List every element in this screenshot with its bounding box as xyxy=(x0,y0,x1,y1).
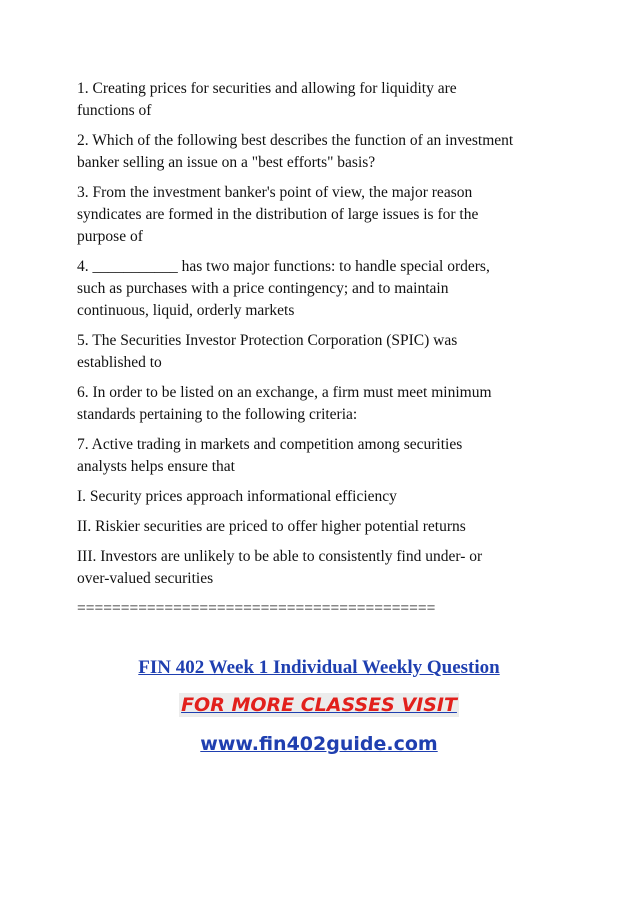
question-line: syndicates are formed in the distribution of large issues is for the xyxy=(77,206,479,223)
question-3 xyxy=(77,182,577,248)
question-4 xyxy=(77,256,577,322)
statement-line: I. Security prices approach informational efficiency xyxy=(77,488,397,505)
question-line: 1. Creating prices for securities and allowing for liquidity are xyxy=(77,80,457,97)
question-line: such as purchases with a price contingency; and to maintain xyxy=(77,280,449,297)
question-line: purpose of xyxy=(77,228,143,245)
question-7 xyxy=(77,434,577,478)
question-list xyxy=(77,78,577,620)
statement-line: III. Investors are unlikely to be able to consistently find under- or xyxy=(77,548,483,565)
question-line: analysts helps ensure that xyxy=(77,458,235,475)
question-5 xyxy=(77,330,577,374)
question-line: 3. From the investment banker's point of view, the major reason xyxy=(77,184,473,201)
question-line: banker selling an issue on a "best efforts" basis? xyxy=(77,154,376,171)
question-line: established to xyxy=(77,354,162,371)
more-classes-text: FOR MORE CLASSES VISIT xyxy=(181,694,457,716)
separator-line: ========================================= xyxy=(77,600,436,617)
statement-line: II. Riskier securities are priced to offer higher potential returns xyxy=(77,518,466,535)
question-line: 7. Active trading in markets and competition among securities xyxy=(77,436,463,453)
question-line: functions of xyxy=(77,102,152,119)
course-title-link[interactable]: FIN 402 Week 1 Individual Weekly Question xyxy=(138,657,500,678)
question-line: 5. The Securities Investor Protection Corporation (SPIC) was xyxy=(77,332,458,349)
more-classes-link[interactable] xyxy=(0,694,638,716)
question-line: 4. ___________ has two major functions: to handle special orders, xyxy=(77,258,490,275)
website-link[interactable]: www.fin402guide.com xyxy=(200,733,438,755)
statement-line: over-valued securities xyxy=(77,570,214,587)
question-1 xyxy=(77,78,577,122)
question-line: 2. Which of the following best describes the function of an investment xyxy=(77,132,514,149)
statement-2 xyxy=(77,516,577,538)
question-line: continuous, liquid, orderly markets xyxy=(77,302,295,319)
question-line: 6. In order to be listed on an exchange, a firm must meet minimum xyxy=(77,384,492,401)
question-2 xyxy=(77,130,577,174)
question-line: standards pertaining to the following criteria: xyxy=(77,406,358,423)
statement-3 xyxy=(77,546,577,590)
question-6 xyxy=(77,382,577,426)
statement-1 xyxy=(77,486,577,508)
